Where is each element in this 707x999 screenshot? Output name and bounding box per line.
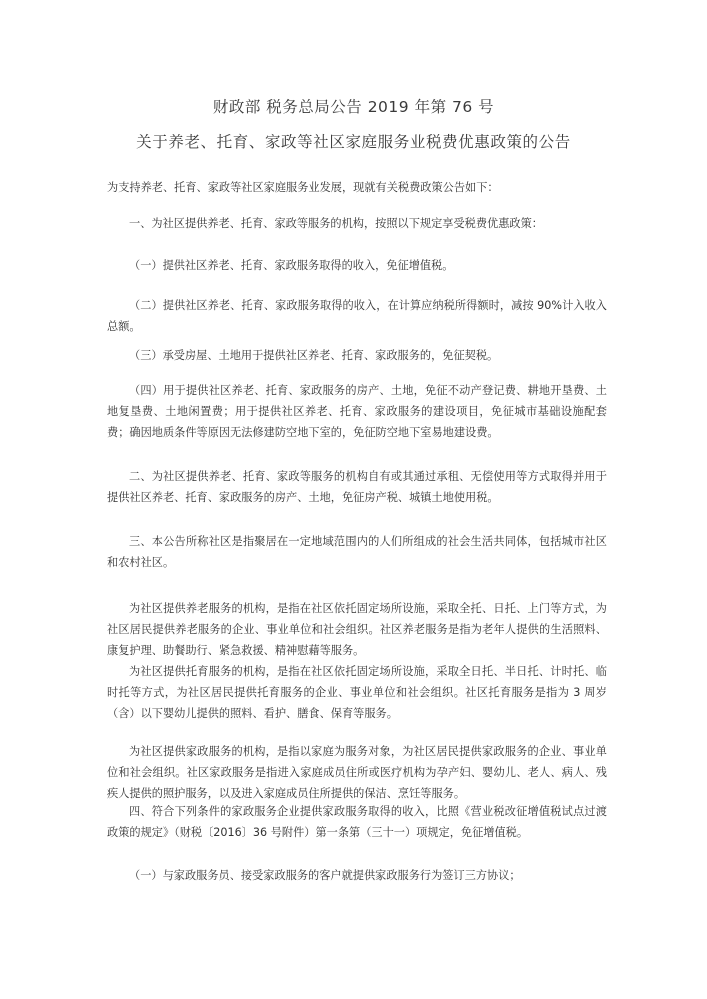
section-1-item-3: （三）承受房屋、土地用于提供社区养老、托育、家政服务的，免征契税。 xyxy=(129,349,499,362)
childcare-definition: 为社区提供托育服务的机构，是指在社区依托固定场所设施，采取全日托、半日托、计时托、临时托等方式，为社区居民提供托育服务的企业、事业单位和社会组织。社区托育服务是指为 3 周岁（含）以下婴幼儿提供的照料、看护、膳食、保育等服务。 xyxy=(107,665,607,720)
intro-paragraph: 为支持养老、托育、家政等社区家庭服务业发展，现就有关税费政策公告如下： xyxy=(107,181,499,194)
document-title: 财政部 税务总局公告 2019 年第 76 号 xyxy=(212,98,495,116)
section-1-item-2: （二）提供社区养老、托育、家政服务取得的收入，在计算应纳税所得额时，减按 90%计入收入总额。 xyxy=(107,299,607,333)
document-subtitle: 关于养老、托育、家政等社区家庭服务业税费优惠政策的公告 xyxy=(136,133,571,151)
section-4-paragraph: 四、符合下列条件的家政服务企业提供家政服务取得的收入，比照《营业税改征增值税试点过渡政策的规定》（财税〔2016〕36 号附件）第一条第（三十一）项规定，免征增值税。 xyxy=(107,805,607,839)
elderly-care-definition: 为社区提供养老服务的机构，是指在社区依托固定场所设施，采取全托、日托、上门等方式，为社区居民提供养老服务的企业、事业单位和社会组织。社区养老服务是指为老年人提供的生活照料、康复护理、助餐助行、紧急救援、精神慰藉等服务。 xyxy=(107,602,607,657)
section-1-item-4: （四）用于提供社区养老、托育、家政服务的房产、土地，免征不动产登记费、耕地开垦费、土地复垦费、土地闲置费；用于提供社区养老、托育、家政服务的建设项目，免征城市基础设施配套费；确因地质条件等原因无法修建防空地下室的，免征防空地下室易地建设费。 xyxy=(107,384,607,439)
section-1-heading: 一、为社区提供养老、托育、家政等服务的机构，按照以下规定享受税费优惠政策： xyxy=(129,217,543,230)
section-1-item-1: （一）提供社区养老、托育、家政服务取得的收入，免征增值税。 xyxy=(129,259,454,272)
housekeeping-definition: 为社区提供家政服务的机构，是指以家庭为服务对象，为社区居民提供家政服务的企业、事业单位和社会组织。社区家政服务是指进入家庭成员住所或医疗机构为孕产妇、婴幼儿、老人、病人、残疾人提供的照护服务，以及进入家庭成员住所提供的保洁、烹饪等服务。 xyxy=(107,745,607,800)
section-3-paragraph: 三、本公告所称社区是指聚居在一定地域范围内的人们所组成的社会生活共同体，包括城市社区和农村社区。 xyxy=(107,535,607,569)
section-4-item-1: （一）与家政服务员、接受家政服务的客户就提供家政服务行为签订三方协议； xyxy=(129,869,521,882)
section-2-paragraph: 二、为社区提供养老、托育、家政等服务的机构自有或其通过承租、无偿使用等方式取得并用于提供社区养老、托育、家政服务的房产、土地，免征房产税、城镇土地使用税。 xyxy=(107,470,607,504)
